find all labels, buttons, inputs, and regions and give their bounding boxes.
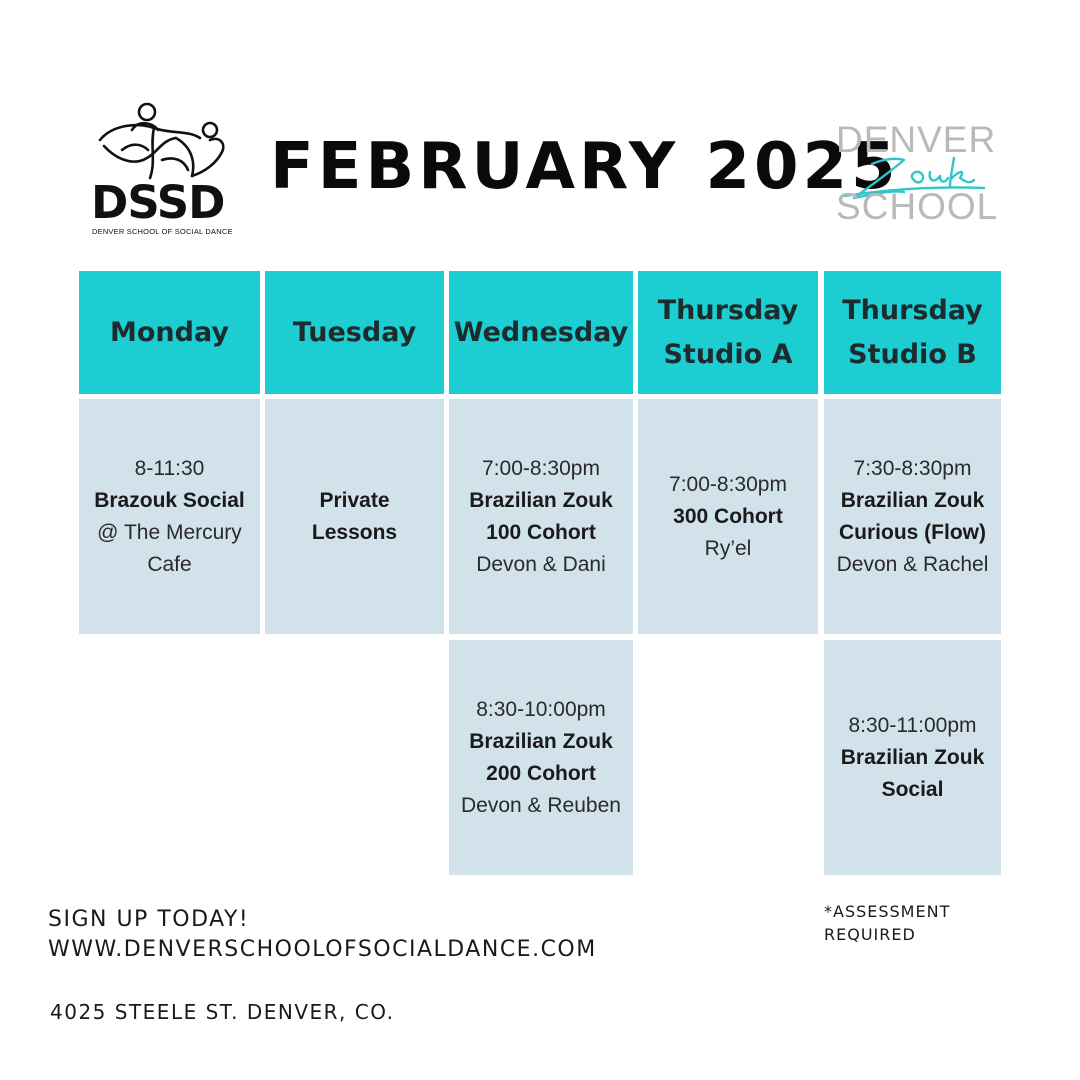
column-header-thursday-studio-b <box>824 271 1001 394</box>
column-header-label: Thursday Studio A <box>657 295 799 370</box>
class-time: 7:00-8:30pm <box>482 456 600 480</box>
column-header-thursday-studio-a <box>638 271 818 394</box>
class-name-cont: Lessons <box>311 520 398 544</box>
class-name: Brazilian Zouk <box>840 488 985 512</box>
footnote-line-2: REQUIRED <box>824 925 916 944</box>
class-location: @ The Mercury <box>97 520 242 544</box>
class-time: 7:00-8:30pm <box>669 472 787 496</box>
class-cell-wednesday <box>449 399 633 634</box>
class-cell-thursday-studio-b-late <box>824 640 1001 875</box>
class-name: Brazouk Social <box>94 488 245 512</box>
signup-text: SIGN UP TODAY! <box>48 907 250 932</box>
class-time: 8-11:30 <box>134 456 205 480</box>
class-cell-wednesday-late <box>449 640 633 875</box>
class-name-cont: Social <box>881 777 944 801</box>
class-name: Private <box>319 488 390 512</box>
class-teachers: Devon & Rachel <box>836 552 989 576</box>
footnote-line-1: *ASSESSMENT <box>824 902 951 921</box>
class-teachers: Devon & Dani <box>476 552 606 576</box>
class-time: 8:30-11:00pm <box>848 713 977 737</box>
class-name-cont: 100 Cohort <box>486 520 596 544</box>
class-location-cont: Cafe <box>147 552 192 576</box>
dssd-logo <box>88 100 238 240</box>
dzs-logo-top: DENVER <box>836 119 997 160</box>
class-name: Brazilian Zouk <box>469 488 613 512</box>
page-title: FEBRUARY 2025 <box>270 130 900 204</box>
class-name: Brazilian Zouk <box>840 745 985 769</box>
column-header-monday: Monday <box>79 271 260 394</box>
class-cell-thursday-studio-b <box>824 399 1001 634</box>
website-link[interactable]: WWW.DENVERSCHOOLOFSOCIALDANCE.COM <box>48 937 597 962</box>
column-header-wednesday: Wednesday <box>449 271 633 394</box>
class-name: Brazilian Zouk <box>469 729 613 753</box>
class-name-cont: 200 Cohort <box>486 761 596 785</box>
class-cell-thursday-studio-a <box>638 399 818 634</box>
address-text: 4025 STEELE ST. DENVER, CO. <box>50 1000 395 1024</box>
class-cell-monday <box>79 399 260 634</box>
dssd-logo-subtitle: DENVER SCHOOL OF SOCIAL DANCE <box>92 227 233 236</box>
dssd-logo-text: DSSD <box>91 176 225 229</box>
column-header-label: Thursday Studio B <box>842 295 983 370</box>
dancers-icon <box>92 100 232 182</box>
class-teachers: Devon & Reuben <box>461 793 621 817</box>
column-header-tuesday: Tuesday <box>265 271 444 394</box>
dzs-logo-bottom: SCHOOL <box>836 186 999 227</box>
class-name-cont: Curious (Flow) <box>839 520 986 544</box>
class-teachers: Ry’el <box>704 536 752 560</box>
class-time: 8:30-10:00pm <box>476 697 606 721</box>
class-time: 7:30-8:30pm <box>853 456 972 480</box>
class-name: 300 Cohort <box>673 504 783 528</box>
denver-zouk-school-logo <box>834 118 999 228</box>
class-cell-tuesday <box>265 399 444 634</box>
